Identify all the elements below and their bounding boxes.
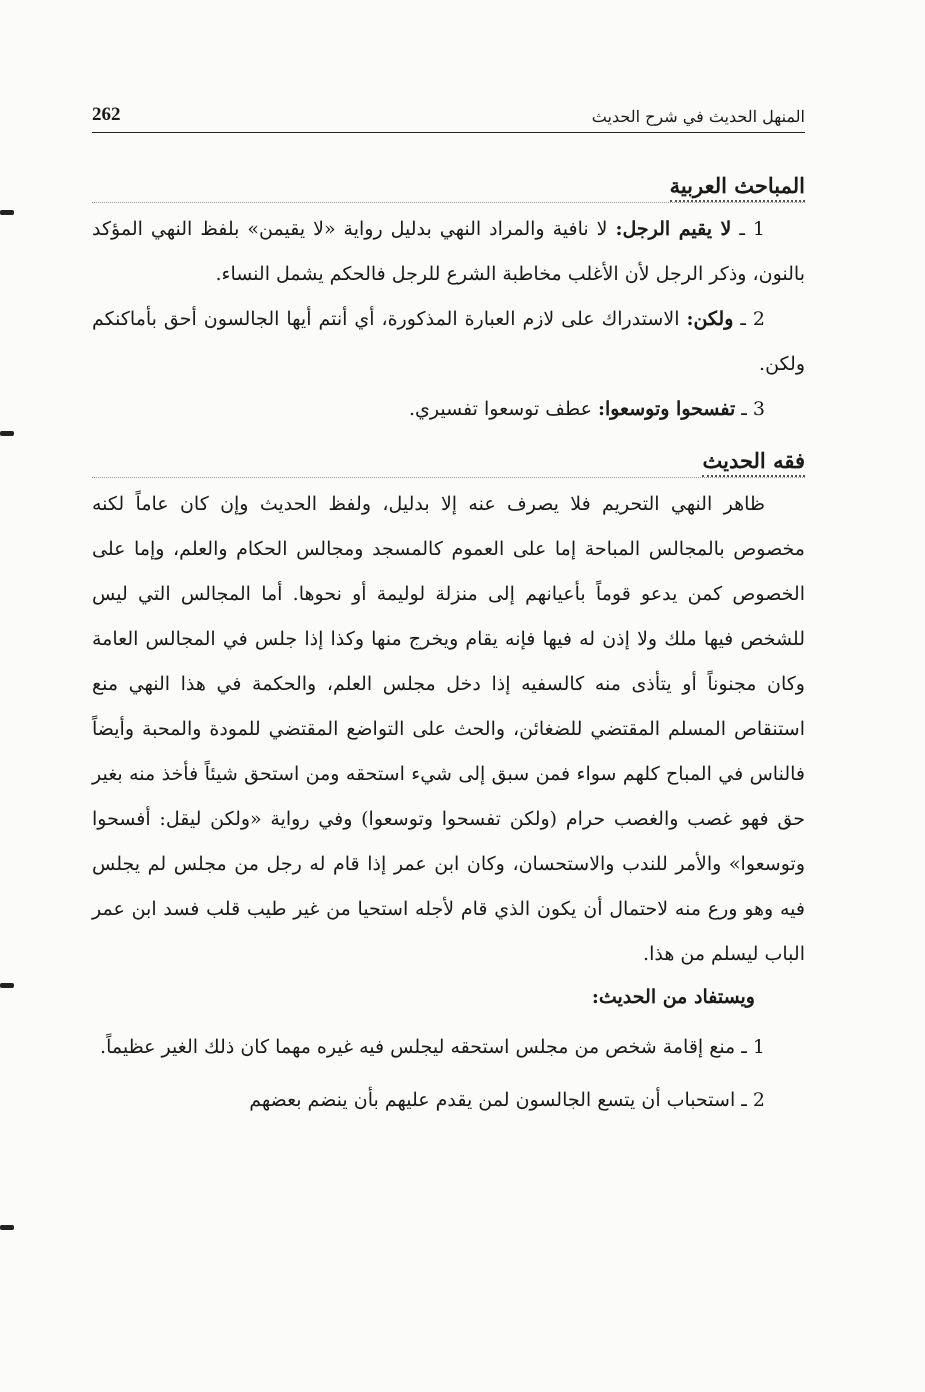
sub-heading-benefits: ويستفاد من الحديث: bbox=[591, 986, 755, 1008]
section-heading-hadith-fiqh: فقه الحديث bbox=[702, 448, 805, 477]
margin-mark bbox=[0, 431, 14, 436]
list-item bbox=[92, 1078, 805, 1123]
item-term: لا يقيم الرجل: bbox=[615, 218, 732, 240]
item-text: منع إقامة شخص من مجلس استحقه ليجلس فيه غيره مهما كان ذلك الغير عظيماً. bbox=[100, 1036, 736, 1058]
body-paragraph: ظاهر النهي التحريم فلا يصرف عنه إلا بدليل، ولفظ الحديث وإن كان عاماً لكنه مخصوص بالمجالس المباحة إما على العموم كالمسجد ومجالس الحكام والعلم، وإما على الخصوص كمن يدعو قوماً بأعيانهم إلى منزلة لوليمة أو نحوها. أما المجالس التي ليس للشخص فيها ملك ولا إذن له فيها فإنه يقام ويخرج منها وكذا إذا جلس في المجالس العامة وكان مجنوناً أو يتأذى منه كالسفيه إذا دخل مجلس العلم، والحكمة في هذا النهي منع استنقاص المسلم المقتضي للضغائن، والحث على التواضع المقتضي للمودة والمحبة وأيضاً فالناس في المباح كلهم سواء فمن سبق إلى شيء استحقه ومن استحق شيئاً فأخذ منه بغير حق فهو غصب والغصب حرام (ولكن تفسحوا وتوسعوا) وفي رواية «ولكن ليقل: أفسحوا وتوسعوا» والأمر للندب والاستحسان، وكان ابن عمر إذا قام له رجل من مجلس لم يجلس فيه وهو ورع منه لاحتمال أن يكون الذي قام لأجله استحيا من غير طيب قلب فسد ابن عمر الباب ليسلم من هذا. bbox=[92, 493, 805, 965]
book-page bbox=[92, 98, 805, 1123]
item-number: 3 ـ bbox=[741, 398, 765, 420]
margin-mark bbox=[0, 1225, 14, 1230]
item-term: ولكن: bbox=[686, 308, 734, 330]
page-number: 262 bbox=[92, 104, 121, 125]
section-heading-row bbox=[92, 448, 805, 478]
margin-mark bbox=[0, 210, 14, 215]
list-item bbox=[92, 297, 805, 387]
list-item bbox=[92, 1025, 805, 1070]
item-text: عطف توسعوا تفسيري. bbox=[408, 398, 592, 420]
running-header bbox=[92, 98, 805, 133]
item-number: 1 ـ bbox=[741, 1036, 765, 1058]
item-number: 2 ـ bbox=[740, 308, 765, 330]
item-text: استحباب أن يتسع الجالسون لمن يقدم عليهم بأن ينضم بعضهم bbox=[249, 1089, 736, 1111]
item-number: 1 ـ bbox=[739, 218, 766, 240]
item-term: تفسحوا وتوسعوا: bbox=[597, 398, 736, 420]
margin-mark bbox=[0, 983, 14, 988]
item-text: الاستدراك على لازم العبارة المذكورة، أي أنتم أيها الجالسون أحق بأماكنكم ولكن. bbox=[92, 308, 805, 375]
list-item bbox=[92, 387, 805, 432]
item-number: 2 ـ bbox=[741, 1089, 765, 1111]
list-item bbox=[92, 207, 805, 297]
running-title: المنهل الحديث في شرح الحديث bbox=[591, 107, 805, 126]
section-heading-arabic-topics: المباحث العربية bbox=[670, 173, 805, 202]
item-text: لا نافية والمراد النهي بدليل رواية «لا يقيمن» بلفظ النهي المؤكد بالنون، وذكر الرجل لأن الأغلب مخاطبة الشرع للرجل فالحكم يشمل النساء. bbox=[92, 218, 805, 285]
section-heading-row bbox=[92, 173, 805, 203]
